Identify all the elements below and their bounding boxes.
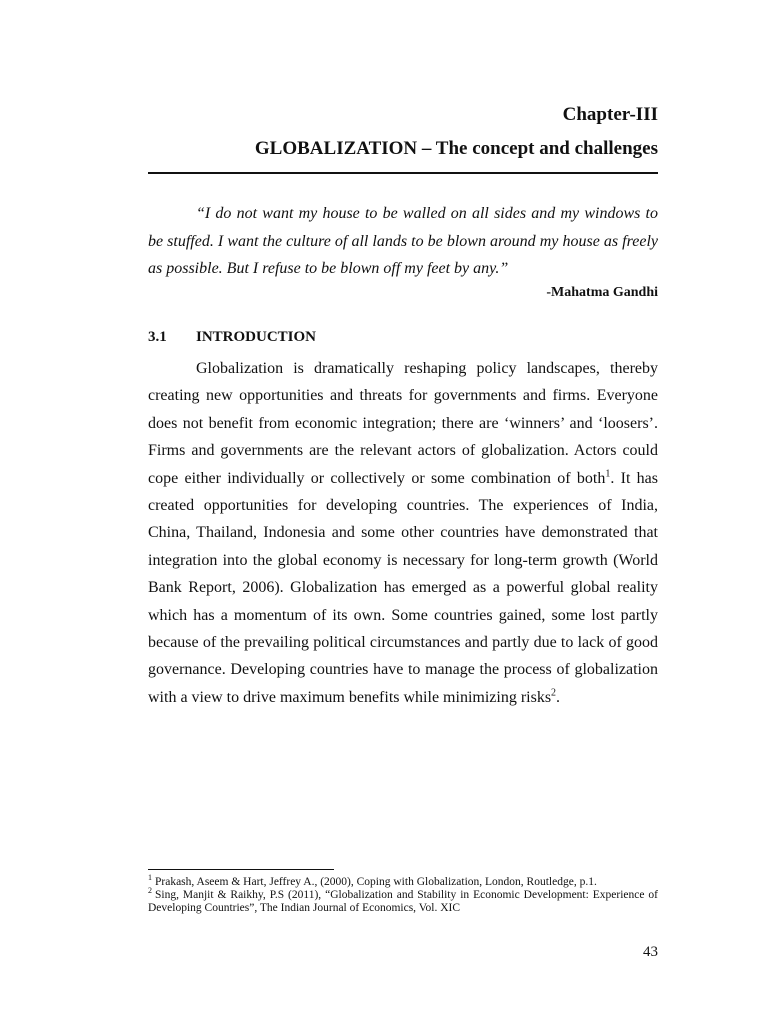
footnote-reference-1: 1 <box>605 468 611 480</box>
chapter-label: Chapter-III <box>562 104 658 125</box>
footnote-mark: 1 <box>148 873 152 883</box>
footnote-mark: 2 <box>148 886 152 896</box>
section-number: 3.1 <box>148 329 167 345</box>
paragraph-text-part2: . It has created opportunities for developing countries. The experiences of India, China, Thailand, Indonesia and some other countries have demonstrated that integration into the global economy is necessary for long-term growth (World Bank Report, 2006). Globalization has emerged as a powerful global reality which has a momentum of its own. Some countries gained, some lost partly because of the prevailing political circumstances and partly due to lack of good governance. Developing countries have to manage the process of globalization with a view to drive maximum benefits while minimizing risks <box>148 469 658 706</box>
epigraph-author: -Mahatma Gandhi <box>546 285 658 300</box>
paragraph-text-part3: . <box>556 688 561 706</box>
paragraph-text-part1: Globalization is dramatically reshaping policy landscapes, thereby creating new opportunities and threats for governments and firms. Everyone does not benefit from economic integration; there are ‘winners’ and ‘loosers’. Firms and governments are the relevant actors of globalization. Actors could cope either individually or collectively or some combination of both <box>148 360 658 487</box>
footnote-divider <box>148 869 334 870</box>
footnotes <box>148 873 658 916</box>
page-number: 43 <box>643 944 658 960</box>
title-divider <box>148 172 658 174</box>
epigraph-quote: “I do not want my house to be walled on all sides and my windows to be stuffed. I want the culture of all lands to be blown around my house as freely as possible. But I refuse to be blown off my feet by any.” <box>148 205 658 277</box>
footnote-reference-2: 2 <box>551 687 557 699</box>
section-heading: INTRODUCTION <box>196 329 317 345</box>
footnote-2 <box>148 886 658 915</box>
introduction-paragraph <box>148 355 658 711</box>
footnote-text: Prakash, Aseem & Hart, Jeffrey A., (2000), Coping with Globalization, London, Routledge, p.1. <box>155 876 597 888</box>
footnote-1 <box>148 873 658 889</box>
footnote-text: Sing, Manjit & Raikhy, P.S (2011), “Globalization and Stability in Economic Development: Experience of Developing Countries”, The Indian Journal of Economics, Vol. XIC <box>148 889 658 915</box>
chapter-title: GLOBALIZATION – The concept and challenges <box>254 138 658 159</box>
